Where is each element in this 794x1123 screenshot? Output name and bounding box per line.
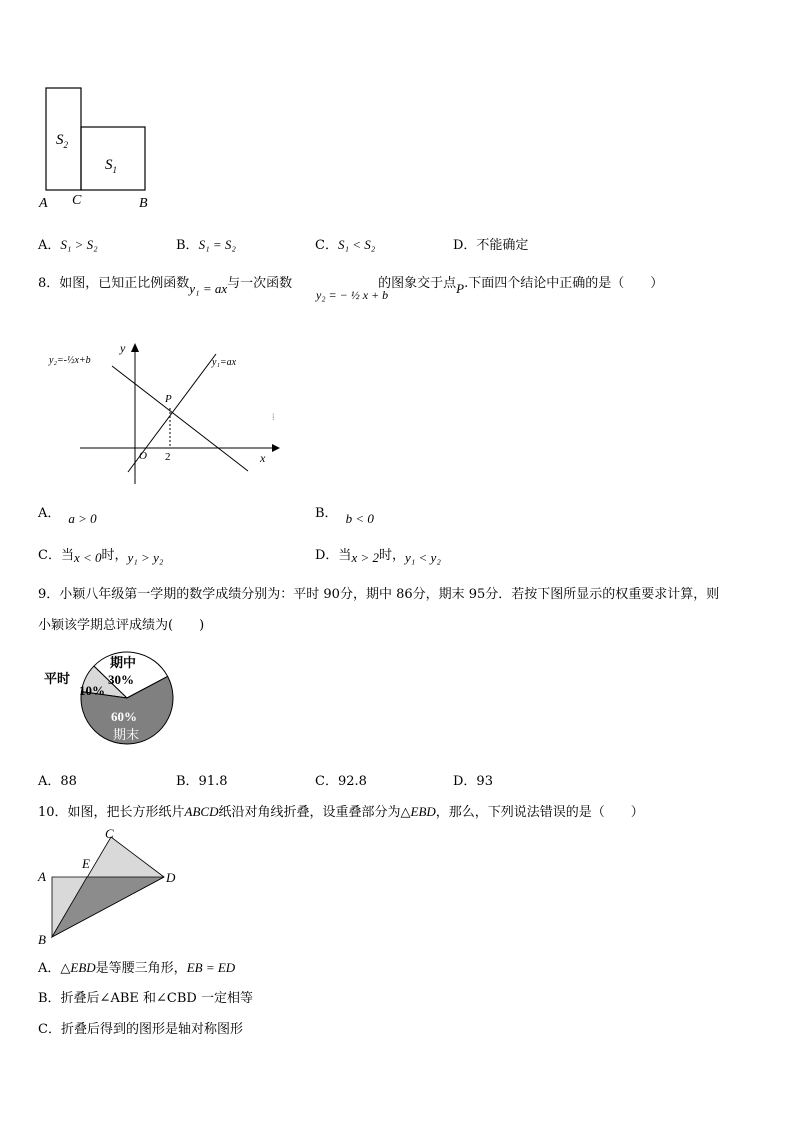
option-math: x < 0: [73, 550, 102, 565]
option-text: 时，: [378, 548, 405, 563]
q10-text-prefix: 10．如图，把长方形纸片: [38, 805, 185, 820]
q9-option-b[interactable]: B．91.8: [176, 774, 228, 789]
option-label: B．: [176, 238, 199, 253]
q10-triangle: △EBD: [400, 804, 436, 819]
rectangle-s2: [46, 88, 81, 190]
q10-option-a[interactable]: [38, 957, 235, 976]
option-label: B．: [315, 506, 338, 521]
q7-option-b[interactable]: [176, 234, 236, 253]
pie-label-qizhong: 期中: [110, 655, 137, 670]
q8-text-prefix: 8．如图，已知正比例函数: [38, 276, 190, 291]
label-s2: $S_2$: [56, 132, 68, 150]
y-axis-arrow: [131, 343, 139, 352]
figure-q8-graph: [44, 338, 284, 488]
label-point-e: E: [82, 856, 90, 871]
figure-q9-pie-chart: [40, 646, 190, 751]
q10-stem: [38, 801, 644, 820]
option-math: a > 0: [68, 511, 97, 526]
option-label: C．: [315, 238, 338, 253]
x-axis-arrow: [272, 444, 280, 452]
label-tick-2: 2: [165, 451, 171, 463]
option-math: S₁ > S₂: [60, 237, 98, 252]
label-point-b: B: [38, 932, 46, 947]
option-label: A．: [38, 506, 61, 521]
point-a: A: [39, 196, 48, 210]
stray-mark: ⁞: [272, 412, 275, 422]
option-label: A．: [38, 961, 61, 976]
q10-option-c[interactable]: C．折叠后得到的图形是轴对称图形: [38, 1022, 243, 1037]
q8-text-tail: .下面四个结论中正确的是（ ）: [464, 276, 664, 291]
q7-option-a[interactable]: [38, 234, 98, 253]
q7-option-c[interactable]: [315, 234, 375, 253]
option-math: S₁ < S₂: [337, 237, 376, 252]
option-label: D．不能确定: [453, 238, 529, 253]
q8-text-suffix: 的图象交于点: [378, 276, 457, 291]
pie-label-pingshi: 平时: [44, 671, 71, 686]
label-axis-y: y: [120, 341, 126, 355]
option-math: EB = ED: [186, 960, 236, 975]
q8-option-b[interactable]: [315, 502, 374, 526]
label-point-a: A: [38, 869, 46, 884]
option-math: △EBD: [60, 960, 96, 975]
label-origin: O: [139, 450, 147, 462]
q7-option-d[interactable]: [453, 234, 528, 253]
option-label: A．: [38, 238, 61, 253]
option-math: x > 2: [351, 550, 379, 565]
pie-label-qimo: 期末: [113, 727, 140, 742]
pie-pct-qimo: 60%: [111, 709, 137, 724]
pie-pct-pingshi: 10%: [79, 683, 105, 698]
point-c: C: [72, 193, 82, 208]
q9-option-d[interactable]: D．93: [453, 774, 493, 789]
label-point-p: P: [165, 393, 172, 405]
rectangle-s1: [81, 127, 145, 190]
q10-text-mid: 纸沿对角线折叠，设重叠部分为: [218, 805, 401, 820]
option-label: D．当: [315, 548, 352, 563]
option-math: b < 0: [345, 511, 374, 526]
q8-function-2: y₂ = − ½ x + b: [316, 288, 389, 302]
label-s1: $S_1$: [105, 157, 117, 175]
option-text: 时，: [101, 548, 128, 563]
option-math: y₁ < y₂: [405, 550, 441, 565]
figure-q7-rectangles: [30, 80, 170, 210]
label-point-c: C: [105, 826, 114, 841]
q8-point-p: P: [456, 281, 465, 296]
q8-function-1: y₁ = ax: [189, 281, 228, 296]
q9-option-c[interactable]: C．92.8: [315, 774, 367, 789]
label-axis-x: x: [260, 451, 266, 465]
q9-stem-line2: 小颖该学期总评成绩为( ): [38, 618, 205, 633]
label-point-d: D: [166, 870, 176, 885]
q10-option-b[interactable]: B．折叠后∠ABE 和∠CBD 一定相等: [38, 991, 253, 1006]
pie-pct-qizhong: 30%: [108, 672, 134, 687]
option-label: C．当: [38, 548, 74, 563]
option-math: S₁ = S₂: [198, 237, 236, 252]
q10-rect-name: ABCD: [184, 804, 219, 819]
q8-text-mid: 与一次函数: [227, 276, 293, 291]
q8-option-a[interactable]: [38, 502, 97, 526]
option-text: 是等腰三角形，: [95, 961, 187, 976]
point-b: B: [139, 196, 148, 210]
q9-option-a[interactable]: A．88: [38, 774, 77, 789]
option-math: y₁ > y₂: [127, 550, 164, 565]
label-y1-function: y₁=ax: [212, 357, 237, 368]
q8-option-d[interactable]: [315, 544, 441, 563]
line-y2: [112, 366, 248, 471]
figure-q10-folded-rectangle: [34, 824, 184, 948]
q9-stem-line1: 9．小颖八年级第一学期的数学成绩分别为：平时 90分，期中 86分，期末 95分．若按下图所显示的权重要求计算，则: [38, 587, 720, 602]
q10-text-tail: ，那么，下列说法错误的是（ ）: [435, 805, 644, 820]
q8-option-c[interactable]: [38, 544, 163, 563]
label-y2-function: y₂=-½x+b: [49, 355, 91, 366]
